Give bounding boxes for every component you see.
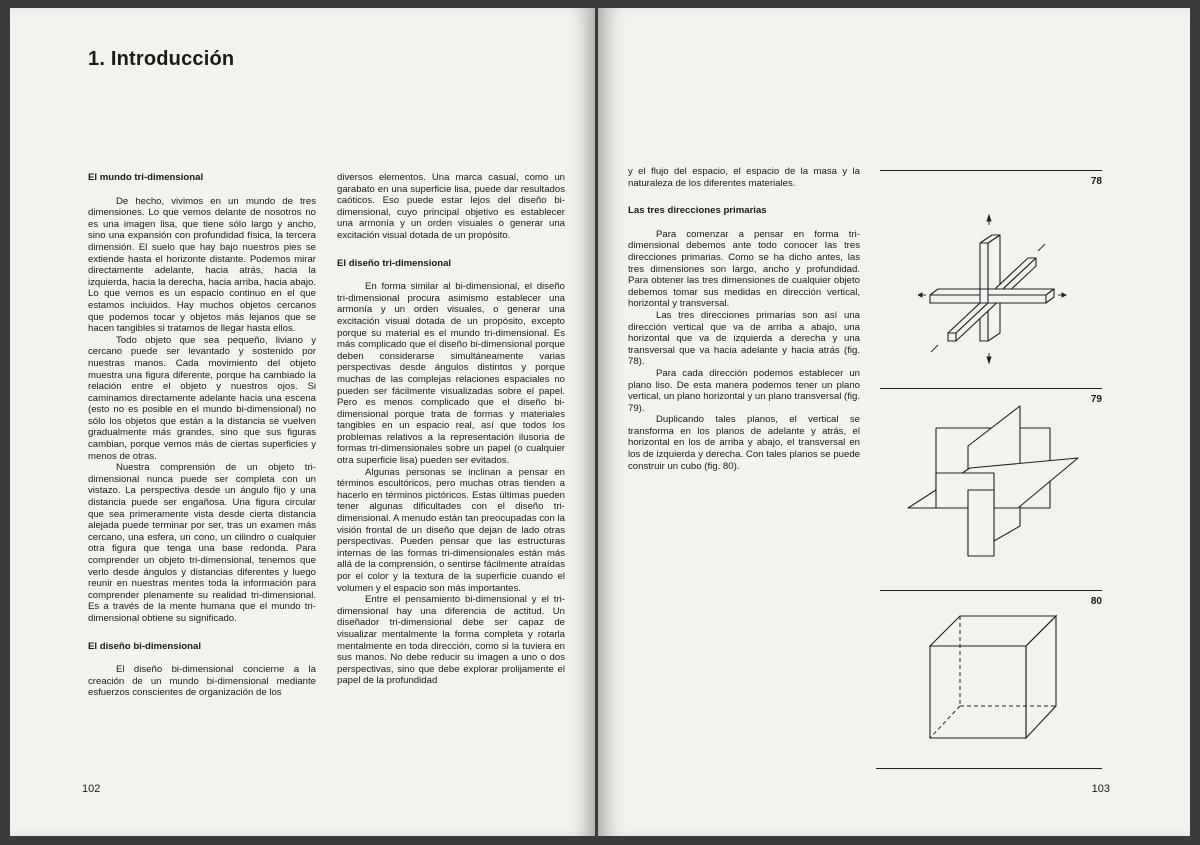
- figure-78-number: 78: [1090, 176, 1102, 187]
- paragraph: Algunas personas se inclinan a pensar en términos escultóricos, pero muchas otras tienden a hacerlo en términos pictóricos. Estas últimas pueden tener algunas dificultades con el diseño tri-dimensional. A menudo están tan preocupadas con la visión frontal de un diseño que dejan de lado otras perspectivas. Pueden pensar que las estructuras internas de las formas tri-dimensionales están más allá de la comprensión, o sentirse fácilmente atraídas por el color y la textura de la superficie cuando el volumen y el espacio son más importantes.: [337, 466, 565, 594]
- figure-79-three-planes: [906, 398, 1081, 558]
- section-heading: El diseño tri-dimensional: [337, 257, 452, 269]
- figure-78-three-axes: [918, 213, 1068, 378]
- paragraph: y el flujo del espacio, el espacio de la masa y la naturaleza de los diferentes materiales.: [628, 166, 860, 189]
- bottom-rule: [876, 768, 1102, 769]
- figure-78-rule: [880, 170, 1102, 171]
- paragraph: Para comenzar a pensar en forma tri-dimensional debemos ante todo conocer las tres direcciones primarias. Como se ha dicho antes, las tres dimensiones son largo, ancho y profundidad. Para obtener las tres dimensiones de cualquier objeto debemos tomar sus medidas en dirección vertical, horizontal y transversal.: [628, 228, 860, 310]
- paragraph: Todo objeto que sea pequeño, liviano y cercano puede ser levantado y sostenido por nuestras manos. Cada movimiento del objeto muestra una figura diferente, porque ha cambiado la relación entre el objeto y nuestros ojos. Si caminamos directamente adelante hacia una escena (esto no es posible en el mundo bi-dimensional) no sólo los objetos que están a la distancia se vuelven gradualmente más grandes, sino que sus figuras cambian, porque vemos más de ciertas superficies y menos de otras.: [88, 334, 316, 462]
- paragraph: El diseño bi-dimensional concierne a la creación de un mundo bi-dimensional mediante esfuerzos conscientes de organización de los: [88, 664, 316, 699]
- left-column-1: [88, 172, 316, 699]
- page-number-left: 102: [82, 783, 101, 795]
- section-heading: El mundo tri-dimensional: [88, 172, 204, 183]
- paragraph: Para cada dirección podemos establecer un plano liso. De esta manera podemos tener un plano vertical, un plano horizontal y un plano transversal (fig. 79).: [628, 367, 860, 414]
- right-column: [628, 166, 860, 472]
- section-heading: El diseño bi-dimensional: [88, 640, 202, 652]
- figure-79-rule: [880, 388, 1102, 389]
- right-page: [598, 8, 1190, 836]
- paragraph: Entre el pensamiento bi-dimensional y el tri-dimensional hay una diferencia de actitud. Un diseñador tri-dimensional debe ser capaz de visualizar mentalmente la forma completa y rotarla mentalmente en toda dirección, como si la tuviera en sus manos. No debe reducir su imagen a uno o dos perspectivas, sino que debe explorar prolijamente el papel de la profundidad: [337, 594, 565, 687]
- chapter-title: 1. Introducción: [88, 48, 235, 70]
- figure-80-rule: [880, 590, 1102, 591]
- paragraph: diversos elementos. Una marca casual, como un garabato en una superficie lisa, puede dar resultados caóticos. Eso puede estar lejos del diseño bi-dimensional, cuyo principal objetivo es establecer una armonía y un orden visuales o generar una excitación visual dotada de un propósito.: [337, 172, 565, 241]
- paragraph: Las tres direcciones primarias son así una dirección vertical que va de arriba a abajo, una horizontal que va de izquierda a derecha y una transversal que va hacia adelante y hacia atrás (fig. 78).: [628, 309, 860, 368]
- paragraph: De hecho, vivimos en un mundo de tres dimensiones. Lo que vemos delante de nosotros no es una imagen lisa, que tiene sólo largo y ancho, sino una expansión con profundidad física, la tercera dimensión. El suelo que hay bajo nuestros pies se extiende hasta el horizonte distante. Podemos mirar directamente adelante, hacia atrás, hacia la izquierda, hacia la derecha, hacia arriba, hacia abajo. Lo que vemos es un espacio continuo en el que estamos incluidos. Hay muchos objetos cercanos que podemos tocar y objetos más lejanos que se hacen tangibles si tratamos de llegar hasta ellos.: [88, 195, 316, 335]
- left-column-2: [337, 172, 565, 687]
- paragraph: Nuestra comprensión de un objeto tri-dimensional nunca puede ser completa con un vistazo. La perspectiva desde un ángulo fijo y una distancia puede ser engañosa. Una figura circular que sea primeramente vista desde cierta distancia alejada puede terminar por ser, tras un examen más cercano, una esfera, un cono, un cilindro o cualquier otra figura que tenga una base redonda. Para comprender un objeto tri-dimensional, tenemos que verlo desde ángulos y distancias diferentes y luego reunir en nuestras mentes toda la información para comprender plenamente su realidad tri-dimensional. Es a través de la mente humana que el mundo tri-dimensional obtiene su significado.: [88, 462, 316, 624]
- figure-79-number: 79: [1090, 394, 1102, 405]
- paragraph: En forma similar al bi-dimensional, el diseño tri-dimensional procura asimismo establecer una armonía y un orden visuales, o generar una excitación visual dotada de un propósito, excepto porque su material es el mundo tri-dimensional. Es más complicado que el diseño bi-dimensional porque deben considerarse simultáneamente varias perspectivas desde ángulos distintos y porque muchas de las complejas relaciones espaciales no pueden ser fácilmente visualizadas sobre el papel. Pero es menos complicado que el diseño bi-dimensional porque trata de formas y materiales tangibles en un espacio real, así que todos los problemas relativos a la representación ilusoria de formas tri-dimensionales sobre un papel (o cualquier otra superficie lisa) pueden ser evitados.: [337, 281, 565, 467]
- section-heading: Las tres direcciones primarias: [628, 205, 767, 217]
- figure-80-cube: [916, 606, 1066, 746]
- paragraph: Duplicando tales planos, el vertical se transforma en los planos de adelante y atrás, el horizontal en los de arriba y abajo, el transversal en los de izquierda y derecha. Con tales planos se puede construir un cubo (fig. 80).: [628, 414, 860, 472]
- page-number-right: 103: [1091, 783, 1110, 795]
- left-page: [10, 8, 595, 836]
- figure-80-number: 80: [1090, 596, 1102, 607]
